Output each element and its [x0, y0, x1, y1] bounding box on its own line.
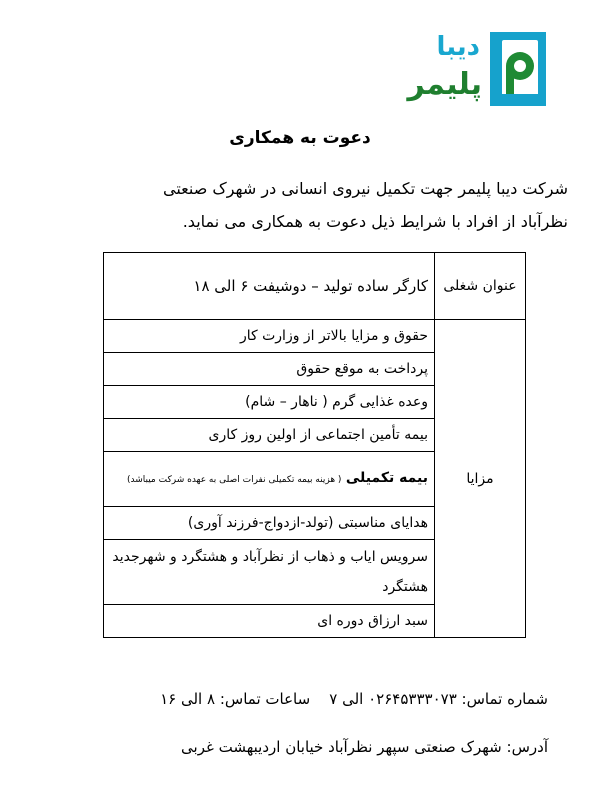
benefit-insurance-label: بیمه تکمیلی — [345, 470, 428, 486]
benefit-item: سرویس ایاب و ذهاب از نظرآباد و هشتگرد و شهرجدید هشتگرد — [104, 540, 435, 605]
logo-word-diba: دیبا — [436, 32, 480, 62]
benefit-item-insurance — [104, 452, 435, 507]
benefit-item: هدایای مناسبتی (تولد-ازدواج-فرزند آوری) — [104, 507, 435, 540]
contact-line — [160, 690, 548, 708]
intro-line-2: نظرآباد از افراد با شرایط ذیل دعوت به همکاری می نماید. — [182, 212, 568, 231]
phone-range: الی ۷ — [329, 690, 364, 708]
job-details-table — [103, 252, 526, 638]
table-row — [104, 320, 526, 353]
hours-label: ساعات تماس: — [219, 690, 311, 708]
phone-label: شماره تماس: — [461, 690, 548, 708]
intro-line-1: شرکت دیبا پلیمر جهت تکمیل نیروی انسانی در شهرک صنعتی — [162, 179, 568, 198]
benefit-item: بیمه تأمین اجتماعی از اولین روز کاری — [104, 419, 435, 452]
intro-paragraph — [28, 172, 568, 238]
table-row — [104, 253, 526, 320]
address-value: شهرک صنعتی سپهر نظرآباد خیابان اردیبهشت غربی — [181, 738, 502, 756]
benefit-item: حقوق و مزایا بالاتر از وزارت کار — [104, 320, 435, 353]
hours-value: ۸ الی ۱۶ — [160, 690, 216, 708]
benefit-item: پرداخت به موقع حقوق — [104, 353, 435, 386]
address-label: آدرس: — [506, 738, 548, 756]
benefit-insurance-note: ( هزینه بیمه تکمیلی نفرات اصلی به عهده شرکت میباشد) — [126, 475, 342, 485]
phone-value: ۰۲۶۴۵۳۳۳۰۷۳ — [368, 690, 457, 708]
address-line — [181, 738, 548, 756]
page-title: دعوت به همکاری — [229, 128, 371, 148]
job-title-label: عنوان شغلی — [435, 253, 526, 320]
benefit-item: سبد ارزاق دوره ای — [104, 605, 435, 638]
benefit-item: وعده غذایی گرم ( ناهار – شام) — [104, 386, 435, 419]
company-logo — [400, 22, 550, 112]
logo-mark-icon — [490, 32, 546, 106]
logo-word-polymer: پلیمر — [407, 67, 482, 102]
benefits-label: مزایا — [435, 320, 526, 638]
job-title-value: کارگر ساده تولید – دوشیفت ۶ الی ۱۸ — [104, 253, 435, 320]
